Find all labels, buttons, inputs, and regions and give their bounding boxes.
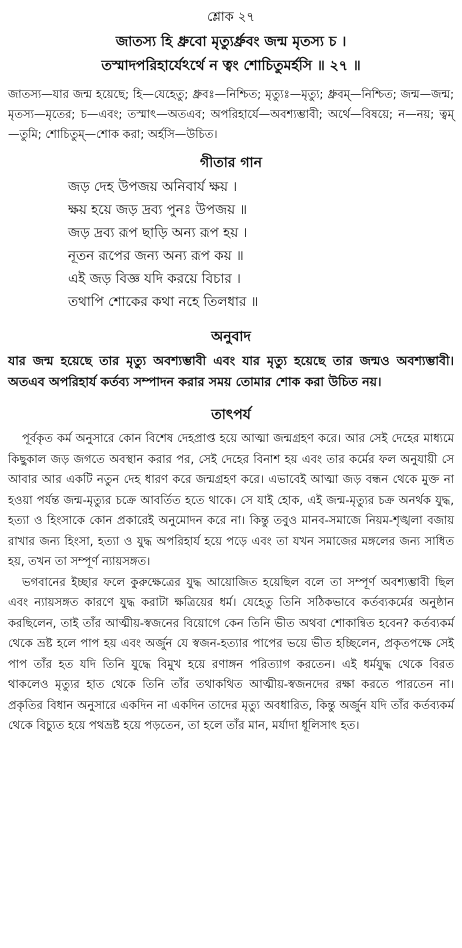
song-line: ক্ষয় হয়ে জড় দ্রব্য পুনঃ উপজয় ॥ xyxy=(68,202,247,218)
song-line: জড় দ্রব্য রূপ ছাড়ি অন্য রূপ হয় । xyxy=(68,225,248,241)
verse-line: জাতস্য হি ধ্রুবো মৃত্যুর্ধ্রুবং জন্ম মৃতস্য চ । xyxy=(115,34,347,50)
purport-heading: তাৎপর্য xyxy=(211,407,251,423)
song-line: জড় দেহ উপজয় অনিবার্য ক্ষয় । xyxy=(68,179,238,195)
song xyxy=(8,176,454,314)
sloka-number: শ্লোক ২৭ xyxy=(207,10,255,25)
purport xyxy=(8,428,454,736)
translation-heading: অনুবাদ xyxy=(211,329,251,345)
song-line: নূতন রূপের জন্য অন্য রূপ কয় ॥ xyxy=(68,248,244,264)
song-heading: গীতার গান xyxy=(200,155,262,171)
verse-line: তস্মাদপরিহার্যেঽর্থে ন ত্বং শোচিতুমর্হসি ॥ ২৭ ॥ xyxy=(101,58,361,74)
purport-paragraph: পূর্বকৃত কর্ম অনুসারে কোন বিশেষ দেহপ্রাপ্ত হয়ে আত্মা জন্মগ্রহণ করে। আর সেই দেহের মাধ্যমে কিছুকাল জড় জগতে অবস্থান করার পর, সেই দেহের বিনাশ হয় এবং তার কর্মের ফল অনুযায়ী সে আবার আর একটি নতুন দেহ ধারণ করে জন্মগ্রহণ করে। এভাবেই আত্মা জড় বন্ধন থেকে মুক্ত না হওয়া পর্যন্ত জন্ম-মৃত্যুর চক্রে আবর্তিত হতে থাকে। সে যাই হোক, এই জন্ম-মৃত্যুর চক্র অনর্থক যুদ্ধ, হত্যা ও হিংসাকে কোন প্রকারেই অনুমোদন করে না। কিন্তু তবুও মানব-সমাজে নিয়ম-শৃঙ্খলা বজায় রাখার জন্য হিংসা, হত্যা ও যুদ্ধ অপরিহার্য হয়ে পড়ে এবং তা যখন সমাজের মঙ্গলের জন্য সাধিত হয়, তখন তা সম্পূর্ণ ন্যায়সঙ্গত। xyxy=(8,431,454,568)
song-line: এই জড় বিজ্ঞ যদি করয়ে বিচার । xyxy=(68,271,241,287)
verse xyxy=(8,30,454,84)
purport-paragraph: ভগবানের ইচ্ছার ফলে কুরুক্ষেত্রের যুদ্ধ আয়োজিত হয়েছিল বলে তা সম্পূর্ণ অবশ্যম্ভাবী ছিল এবং ন্যায়সঙ্গত কারণে যুদ্ধ করাটা ক্ষত্রিয়ের ধর্ম। যেহেতু তিনি সঠিকভাবে কর্তব্যকর্মের অনুষ্ঠান করছিলেন, তাই তাঁর আত্মীয়-স্বজনের বিয়োগে কেন তিনি ভীত অথবা শোকান্বিত হবেন? কর্তব্যকর্ম থেকে ভ্রষ্ট হলে পাপ হয় এবং অর্জুন যে স্বজন-হত্যার পাপের ভয়ে ভীত হচ্ছিলেন, প্রকৃতপক্ষে সেই পাপ তাঁর হত যদি তিনি যুদ্ধে বিমুখ হয়ে রণাঙ্গন পরিত্যাগ করতেন। এই ধর্মযুদ্ধ থেকে বিরত থাকলেও মৃত্যুর হাত থেকে তিনি তাঁর তথাকথিত আত্মীয়-স্বজনদের রক্ষা করতে পারতেন না। প্রকৃতির বিধান অনুসারে একদিন না একদিন তাদের মৃত্যু অবধারিত, কিন্তু অর্জুন যদি তাঁর কর্তব্যকর্ম থেকে বিচ্যুত হয়ে পথভ্রষ্ট হয়ে পড়তেন, তা হলে তাঁর মান, মর্যাদা ধূলিসাৎ হত। xyxy=(8,574,454,732)
word-synonyms: জাতস্য—যার জন্ম হয়েছে; হি—যেহেতু; ধ্রুবঃ—নিশ্চিত; মৃত্যুঃ—মৃত্যু; ধ্রুবম্—নিশ্চিত; জন্ম—জন্ম; মৃতস্য—মৃতের; চ—এবং; তস্মাৎ—অতএব; অপরিহার্যে—অবশ্যম্ভাবী; অর্থে—বিষয়ে; ন—নয়; ত্বম্—তুমি; শোচিতুম্—শোক করা; অর্হসি—উচিত। xyxy=(8,87,454,141)
song-line: তথাপি শোকের কথা নহে তিলধার ॥ xyxy=(68,294,259,310)
translation-text: যার জন্ম হয়েছে তার মৃত্যু অবশ্যম্ভাবী এবং যার মৃত্যু হয়েছে তার জন্মও অবশ্যম্ভাবী। অতএব অপরিহার্য কর্তব্য সম্পাদন করার সময় তোমার শোক করা উচিত নয়। xyxy=(8,353,454,389)
